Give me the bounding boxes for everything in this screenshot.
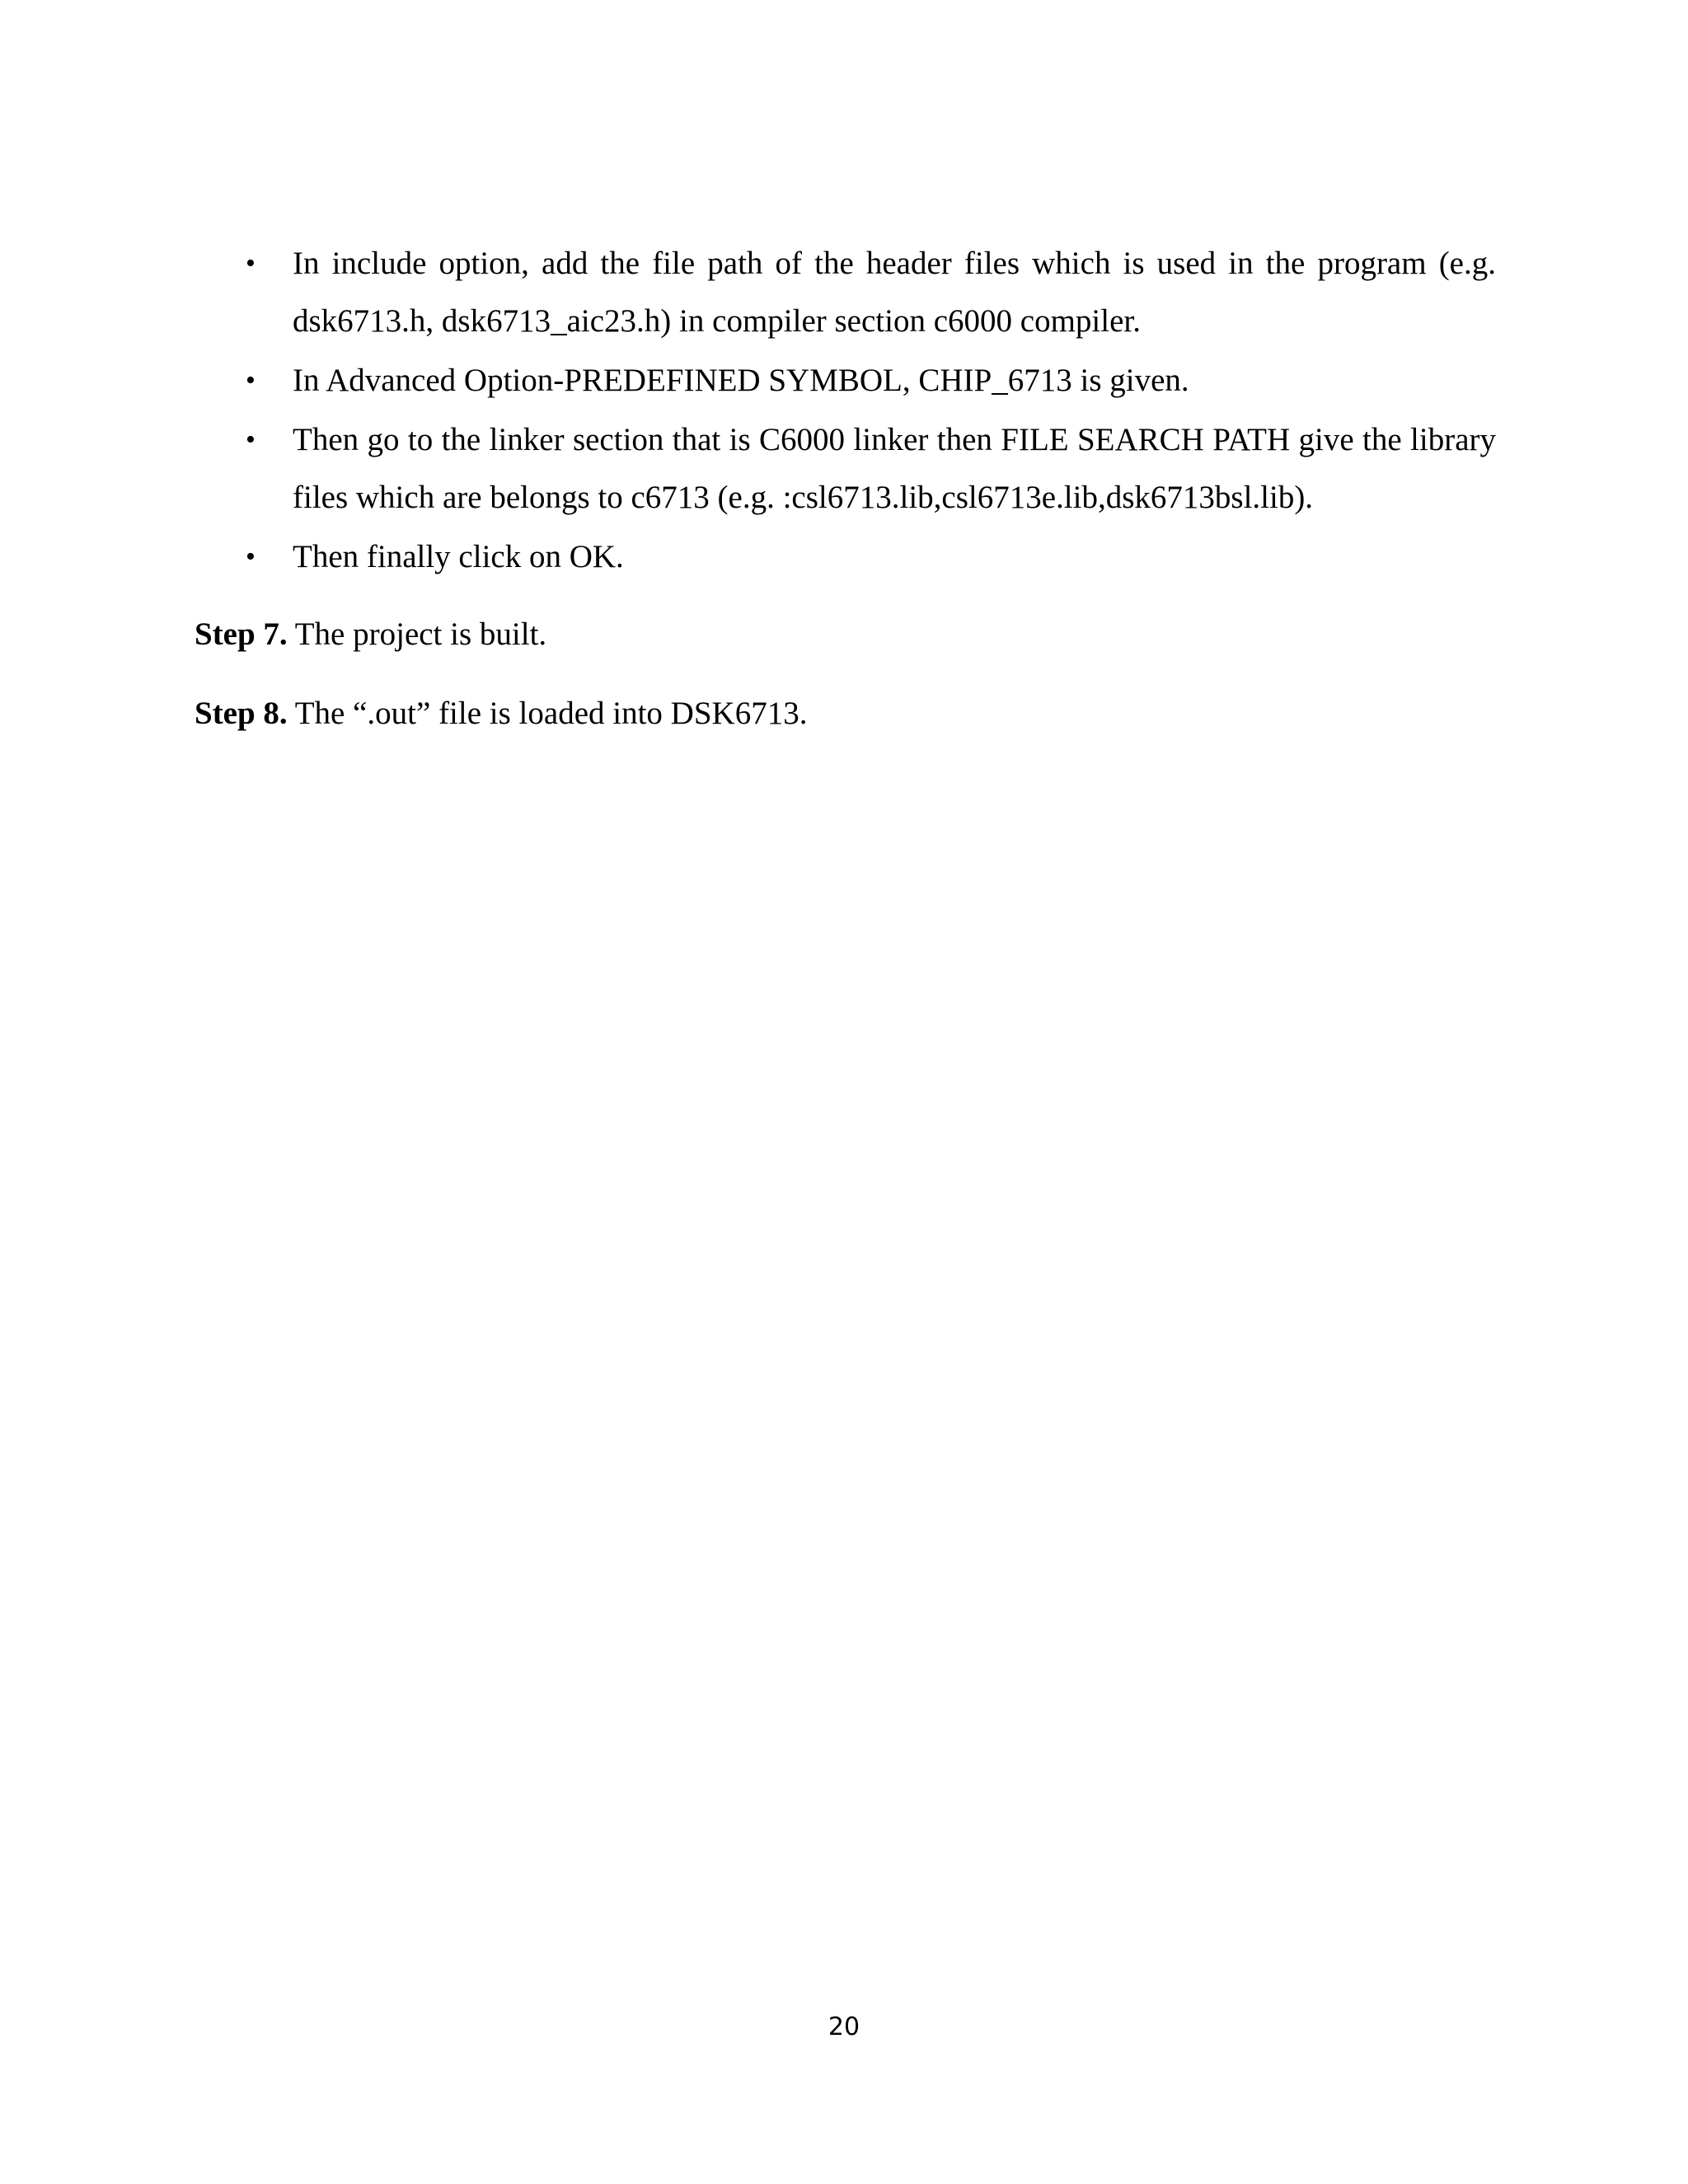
bullet-text: In Advanced Option-PREDEFINED SYMBOL, CHIP_6713 is given. <box>293 363 1189 398</box>
bullet-item-linker-section <box>239 411 1496 527</box>
bullet-item-predefined-symbol <box>239 352 1496 410</box>
bullet-icon: • <box>246 365 256 396</box>
bullet-icon: • <box>246 424 256 455</box>
bullet-icon: • <box>246 248 256 279</box>
bullet-item-include-option <box>239 235 1496 350</box>
step-7-paragraph <box>195 610 546 659</box>
bullet-list <box>239 235 1496 588</box>
step-8-label: Step 8. <box>195 696 288 731</box>
step-7-label: Step 7. <box>195 616 288 652</box>
bullet-icon: • <box>246 541 256 572</box>
page-number: 20 <box>828 2013 860 2041</box>
bullet-item-click-ok <box>239 528 1496 586</box>
bullet-text: Then go to the linker section that is C6000 linker then FILE SEARCH PATH give the library files which are belongs to c6713 (e.g. :csl6713.lib,csl6713e.lib,dsk6713bsl.lib). <box>293 422 1496 515</box>
bullet-text: In include option, add the file path of the header files which is used in the program (e.g. dsk6713.h, dsk6713_aic23.h) in compiler section c6000 compiler. <box>293 246 1496 339</box>
step-8-paragraph <box>195 689 807 738</box>
bullet-text: Then finally click on OK. <box>293 539 624 574</box>
step-7-text: The project is built. <box>287 616 547 652</box>
step-8-text: The “.out” file is loaded into DSK6713. <box>287 696 808 731</box>
